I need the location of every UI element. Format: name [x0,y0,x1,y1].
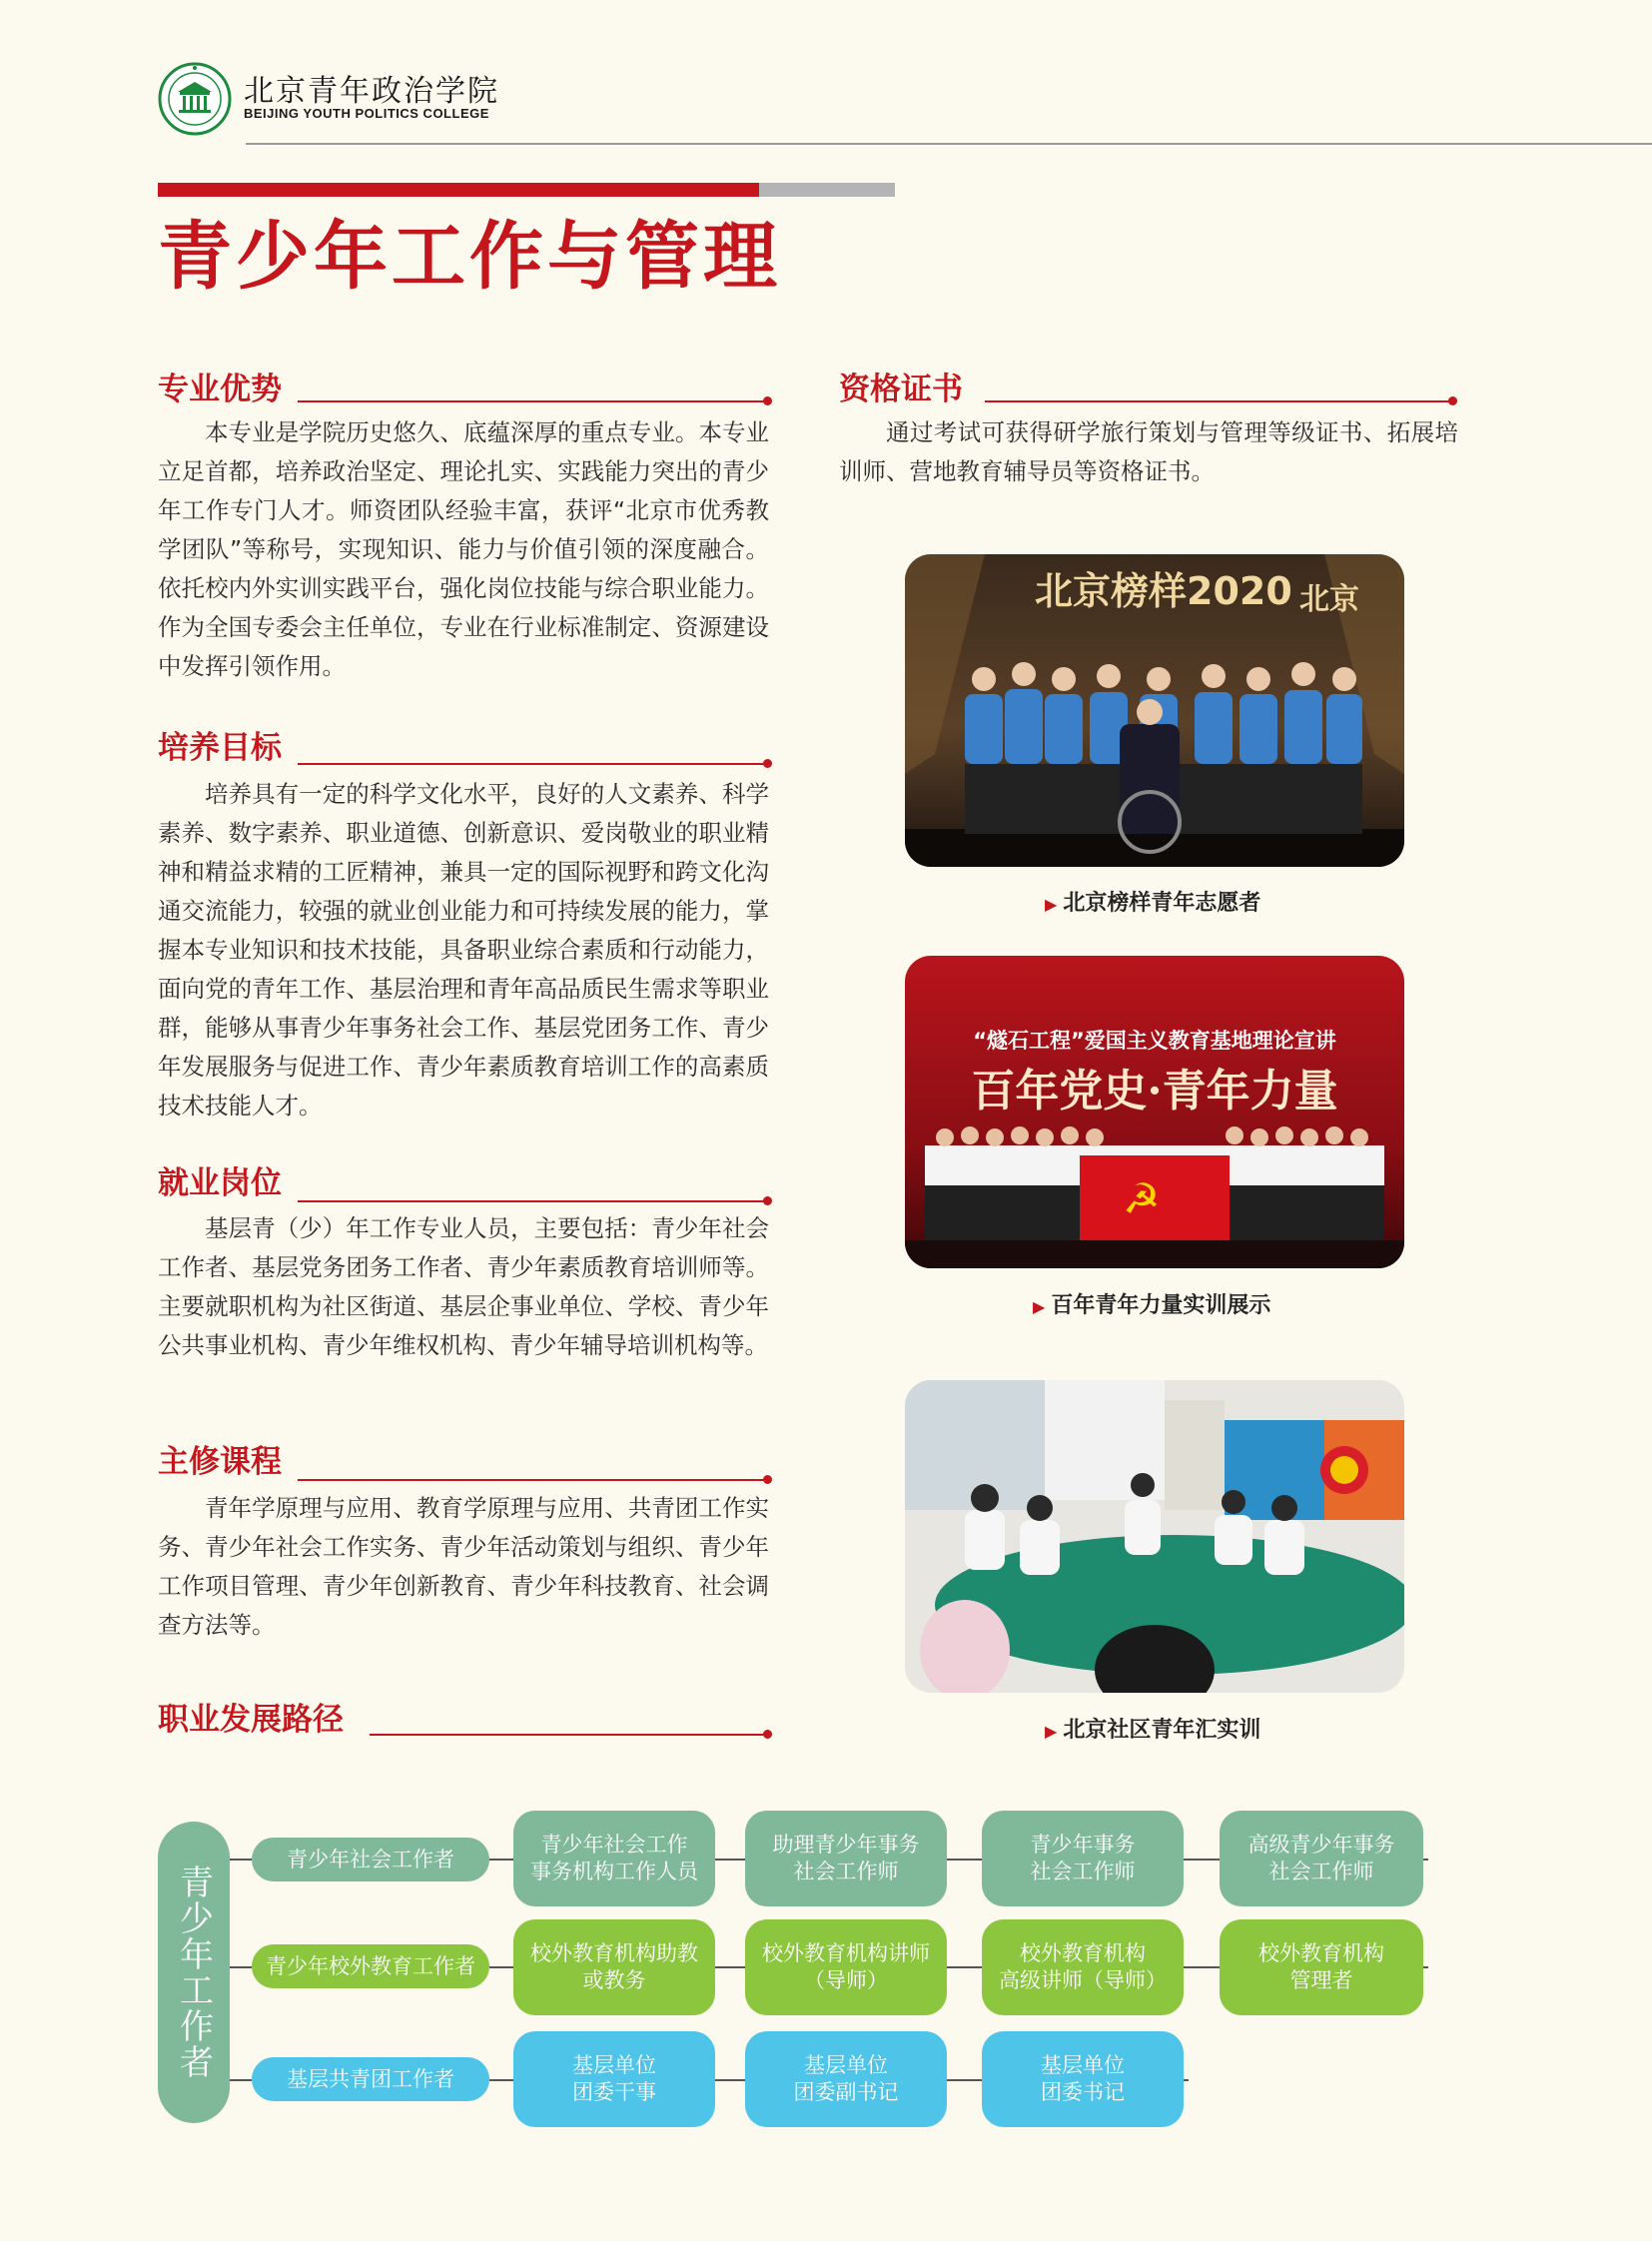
caption-text: 百年青年力量实训展示 [1051,1292,1271,1318]
caption-text: 北京社区青年汇实训 [1063,1717,1261,1743]
career-start-social-worker: 青少年社会工作者 [252,1838,489,1881]
section-rule [985,400,1452,402]
career-root-label: 青少年工作者 [173,1865,214,2080]
career-step: 校外教育机构助教 或教务 [513,1919,715,2015]
photo-volunteers [905,554,1404,867]
header-divider [246,143,1652,145]
photo-caption-community-training [1045,1713,1260,1744]
college-logo [158,62,232,136]
career-start-league-worker: 基层共青团工作者 [252,2057,489,2101]
school-name-en: BEIJING YOUTH POLITICS COLLEGE [244,106,489,121]
career-step: 基层单位 团委干事 [513,2031,715,2127]
section-rule-dot [763,1196,772,1205]
career-step: 基层单位 团委副书记 [745,2031,947,2127]
section-rule [370,1734,767,1736]
caption-triangle-icon: ▶ [1045,1722,1058,1741]
section-text-jobs: 基层青（少）年工作专业人员，主要包括：青少年社会工作者、基层党务团务工作者、青少年素质教育培训师等。主要就职机构为社区街道、基层企事业单位、学校、青少年公共事业机构、青少年维权机构、青少年辅导培训机构等。 [158,1214,769,1359]
section-rule-dot [763,1730,772,1739]
photo-training-show [905,956,1404,1268]
connector-line [230,2079,252,2081]
section-text-goal: 培养具有一定的科学文化水平，良好的人文素养、科学素养、数字素养、职业道德、创新意识、爱岗敬业的职业精神和精益求精的工匠精神，兼具一定的国际视野和跨文化沟通交流能力，较强的就业创业能力和可持续发展的能力，掌握本专业知识和技术技能，具备职业综合素质和行动能力，面向党的青年工作、基层治理和青年高品质民生需求等职业群，能够从事青少年事务社会工作、基层党团务工作、青少年发展服务与促进工作、青少年素质教育培训工作的高素质技术技能人才。 [158,780,769,1120]
svg-text:北京: 北京 [1299,582,1359,617]
section-text-advantage: 本专业是学院历史悠久、底蕴深厚的重点专业。本专业立足首都，培养政治坚定、理论扎实、实践能力突出的青少年工作专门人才。师资团队经验丰富，获评“北京市优秀教学团队”等称号，实现知识、能力与价值引领的深度融合。依托校内外实训实践平台，强化岗位技能与综合职业能力。作为全国专委会主任单位，专业在行业标准制定、资源建设中发挥引领作用。 [158,418,769,680]
svg-text:☭: ☭ [1123,1174,1161,1223]
section-rule-dot [1448,396,1457,405]
section-rule [298,1200,767,1202]
page-title: 青少年工作与管理 [158,214,781,300]
section-title-certificate: 资格证书 [839,372,963,407]
career-step: 校外教育机构 管理者 [1220,1919,1423,2015]
career-start-education-worker: 青少年校外教育工作者 [252,1944,489,1988]
section-text-certificate: 通过考试可获得研学旅行策划与管理等级证书、拓展培训师、营地教育辅导员等资格证书。 [839,418,1458,485]
career-step: 高级青少年事务 社会工作师 [1220,1811,1423,1906]
section-rule [298,763,767,765]
caption-text: 北京榜样青年志愿者 [1063,890,1261,916]
photo-community-training [905,1380,1404,1693]
career-step: 校外教育机构 高级讲师（导师） [982,1919,1184,2015]
section-rule [298,1479,767,1481]
section-title-goal: 培养目标 [158,730,282,766]
title-accent-bar-gray [759,183,895,197]
section-rule-dot [763,396,772,405]
section-text-courses: 青年学原理与应用、教育学原理与应用、共青团工作实务、青少年社会工作实务、青少年活动策划与组织、青少年工作项目管理、青少年创新教育、青少年科技教育、社会调查方法等。 [158,1494,769,1639]
section-title-advantage: 专业优势 [158,372,282,407]
section-title-jobs: 就业岗位 [158,1165,282,1201]
section-rule-dot [763,1475,772,1484]
photo-caption-volunteers [1045,886,1260,917]
section-rule [298,400,767,402]
career-step: 青少年社会工作 事务机构工作人员 [513,1811,715,1906]
career-step: 校外教育机构讲师 （导师） [745,1919,947,2015]
career-root [158,1822,230,2123]
career-step: 基层单位 团委书记 [982,2031,1184,2127]
school-name-cn: 北京青年政治学院 [244,74,499,109]
section-rule-dot [763,759,772,768]
title-accent-bar [158,183,759,197]
photo-caption-training-show [1033,1288,1270,1319]
stage-sign-left: 北京榜样2020 [1035,569,1292,613]
career-step: 青少年事务 社会工作师 [982,1811,1184,1906]
connector-line [230,1859,252,1861]
connector-line [230,1966,252,1968]
section-title-courses: 主修课程 [158,1444,282,1480]
banner-big-text: 百年党史·青年力量 [971,1066,1338,1117]
section-title-career: 职业发展路径 [158,1702,344,1738]
career-step: 助理青少年事务 社会工作师 [745,1811,947,1906]
banner-small-text: “燧石工程”爱国主义教育基地理论宣讲 [973,1029,1336,1053]
caption-triangle-icon: ▶ [1045,895,1058,914]
caption-triangle-icon: ▶ [1033,1297,1046,1316]
